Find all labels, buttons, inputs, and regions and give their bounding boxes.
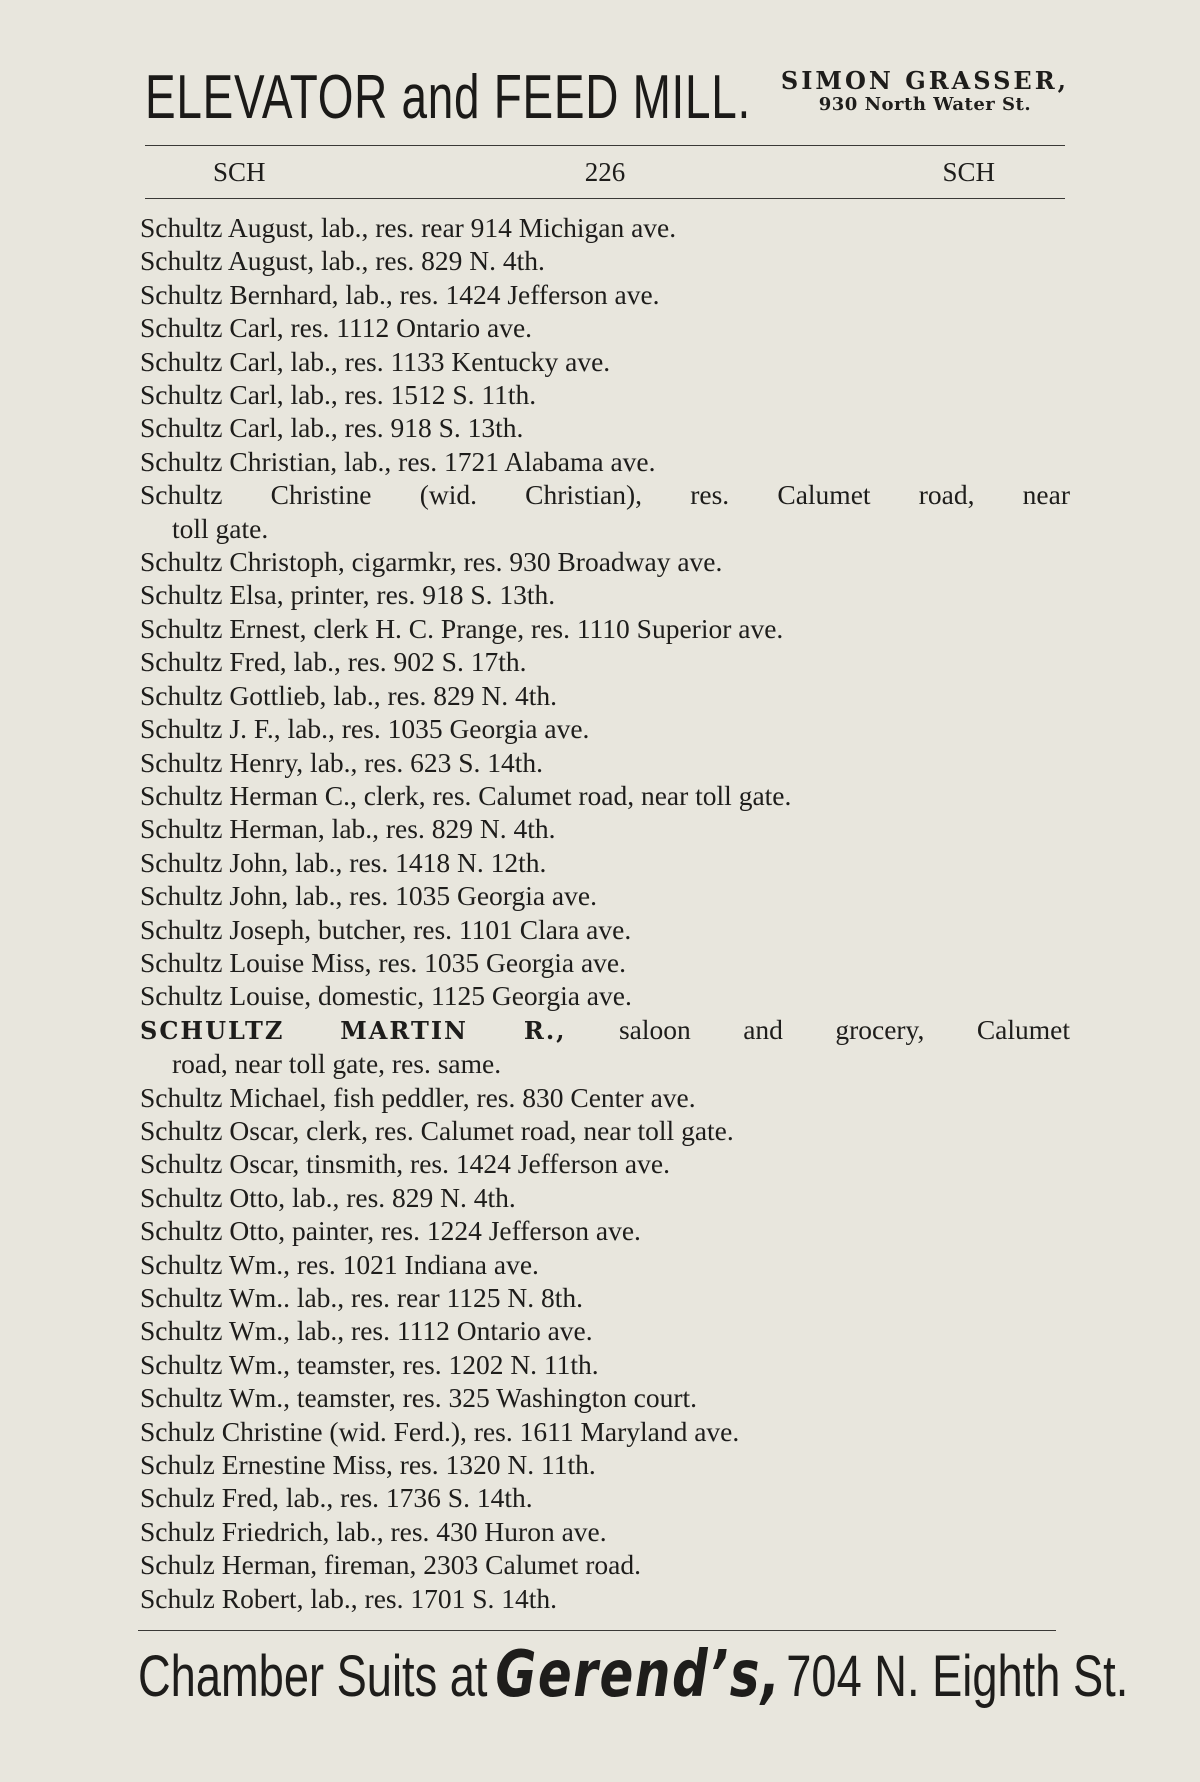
ad-advertiser-block xyxy=(781,68,1069,116)
list-item: Schultz Michael, fish peddler, res. 830 Center ave. xyxy=(140,1081,696,1113)
list-item: Schultz Otto, lab., res. 829 N. 4th. xyxy=(140,1181,516,1213)
list-item: Schulz Robert, lab., res. 1701 S. 14th. xyxy=(140,1582,558,1614)
business-listing-description: saloon and grocery, Calumet xyxy=(566,1013,1071,1045)
list-item: Schultz Ernest, clerk H. C. Prange, res. 1110 Superior ave. xyxy=(140,612,784,644)
list-item: Schultz Louise, domestic, 1125 Georgia ave. xyxy=(140,980,632,1012)
list-item: Schultz Joseph, butcher, res. 1101 Clara ave. xyxy=(140,913,632,945)
list-item: Schultz August, lab., res. rear 914 Michigan ave. xyxy=(140,212,677,243)
list-item: Schultz Christoph, cigarmkr, res. 930 Broadway ave. xyxy=(140,546,723,578)
list-item: Schultz Wm., teamster, res. 325 Washington court. xyxy=(140,1382,698,1414)
list-item: Schultz Carl, lab., res. 1133 Kentucky ave. xyxy=(140,345,611,377)
header-letters-left: SCH xyxy=(213,157,266,187)
list-item: Schultz Carl, res. 1112 Ontario ave. xyxy=(140,312,533,344)
list-item-line xyxy=(140,1013,1070,1047)
list-item: Schulz Friedrich, lab., res. 430 Huron ave. xyxy=(140,1515,607,1547)
ad-advertiser-address: 930 North Water St. xyxy=(818,94,1032,115)
header-divider xyxy=(145,198,1065,199)
list-item: Schulz Herman, fireman, 2303 Calumet road. xyxy=(140,1549,641,1581)
list-item: Schultz J. F., lab., res. 1035 Georgia ave. xyxy=(140,713,590,745)
list-item: Schultz Louise Miss, res. 1035 Georgia ave. xyxy=(140,946,627,978)
list-item: Schultz Henry, lab., res. 623 S. 14th. xyxy=(140,746,544,778)
list-item: Schulz Fred, lab., res. 1736 S. 14th. xyxy=(140,1482,533,1514)
list-item: Schulz Ernestine Miss, res. 1320 N. 11th. xyxy=(140,1449,596,1481)
ad-prefix-text: Chamber Suits at xyxy=(138,1644,488,1709)
list-item-continuation: toll gate. xyxy=(172,512,269,544)
list-item: Schultz Carl, lab., res. 1512 S. 11th. xyxy=(140,379,537,411)
list-item-continuation: road, near toll gate, res. same. xyxy=(172,1048,502,1080)
ad-advertiser-name: SIMON GRASSER, xyxy=(780,66,1069,95)
header-letters-right: SCH xyxy=(942,157,995,187)
list-item: Schultz Wm.. lab., res. rear 1125 N. 8th. xyxy=(140,1282,583,1313)
directory-listing xyxy=(140,211,1070,1615)
list-item: Schultz John, lab., res. 1035 Georgia ave. xyxy=(140,880,597,912)
list-item: Schultz John, lab., res. 1418 N. 12th. xyxy=(140,846,547,878)
ad-brand-name: Gerend’s, xyxy=(495,1638,782,1712)
list-item: Schultz August, lab., res. 829 N. 4th. xyxy=(140,245,545,277)
ad-elevator-feed-mill: ELEVATOR and FEED MILL. xyxy=(145,63,752,132)
footer-divider xyxy=(138,1630,1056,1631)
business-listing-name: SCHULTZ MARTIN R., xyxy=(140,1015,567,1045)
ad-chamber-suits xyxy=(138,1636,1128,1716)
list-item-line: Schultz Christine (wid. Christian), res. Calumet road, near xyxy=(140,479,1070,511)
list-item: Schultz Gottlieb, lab., res. 829 N. 4th. xyxy=(140,679,558,711)
list-item: Schultz Wm., lab., res. 1112 Ontario ave. xyxy=(140,1315,593,1347)
list-item: Schulz Christine (wid. Ferd.), res. 1611 Maryland ave. xyxy=(140,1415,740,1447)
list-item: Schultz Otto, painter, res. 1224 Jefferson ave. xyxy=(140,1215,641,1247)
list-item: Schultz Christian, lab., res. 1721 Alabama ave. xyxy=(140,445,656,477)
ad-store-address: 704 N. Eighth St. xyxy=(786,1644,1129,1709)
running-header xyxy=(145,150,1065,194)
list-item: Schultz Herman C., clerk, res. Calumet road, near toll gate. xyxy=(140,779,792,811)
list-item: Schultz Elsa, printer, res. 918 S. 13th. xyxy=(140,579,556,611)
top-divider xyxy=(145,145,1065,146)
page-number: 226 xyxy=(584,157,626,187)
bottom-advertisement xyxy=(138,1636,1129,1716)
list-item: Schultz Fred, lab., res. 902 S. 17th. xyxy=(140,646,527,678)
list-item: Schultz Herman, lab., res. 829 N. 4th. xyxy=(140,813,556,845)
top-advertisement xyxy=(145,62,1075,146)
list-item: Schultz Wm., teamster, res. 1202 N. 11th. xyxy=(140,1348,599,1380)
list-item: Schultz Oscar, clerk, res. Calumet road, near toll gate. xyxy=(140,1114,734,1146)
list-item: Schultz Bernhard, lab., res. 1424 Jefferson ave. xyxy=(140,278,660,310)
list-item-martin xyxy=(140,1013,1070,1081)
list-item-christine xyxy=(140,478,1070,545)
list-item: Schultz Carl, lab., res. 918 S. 13th. xyxy=(140,412,524,444)
list-item: Schultz Wm., res. 1021 Indiana ave. xyxy=(140,1248,539,1280)
list-item: Schultz Oscar, tinsmith, res. 1424 Jefferson ave. xyxy=(140,1148,670,1180)
